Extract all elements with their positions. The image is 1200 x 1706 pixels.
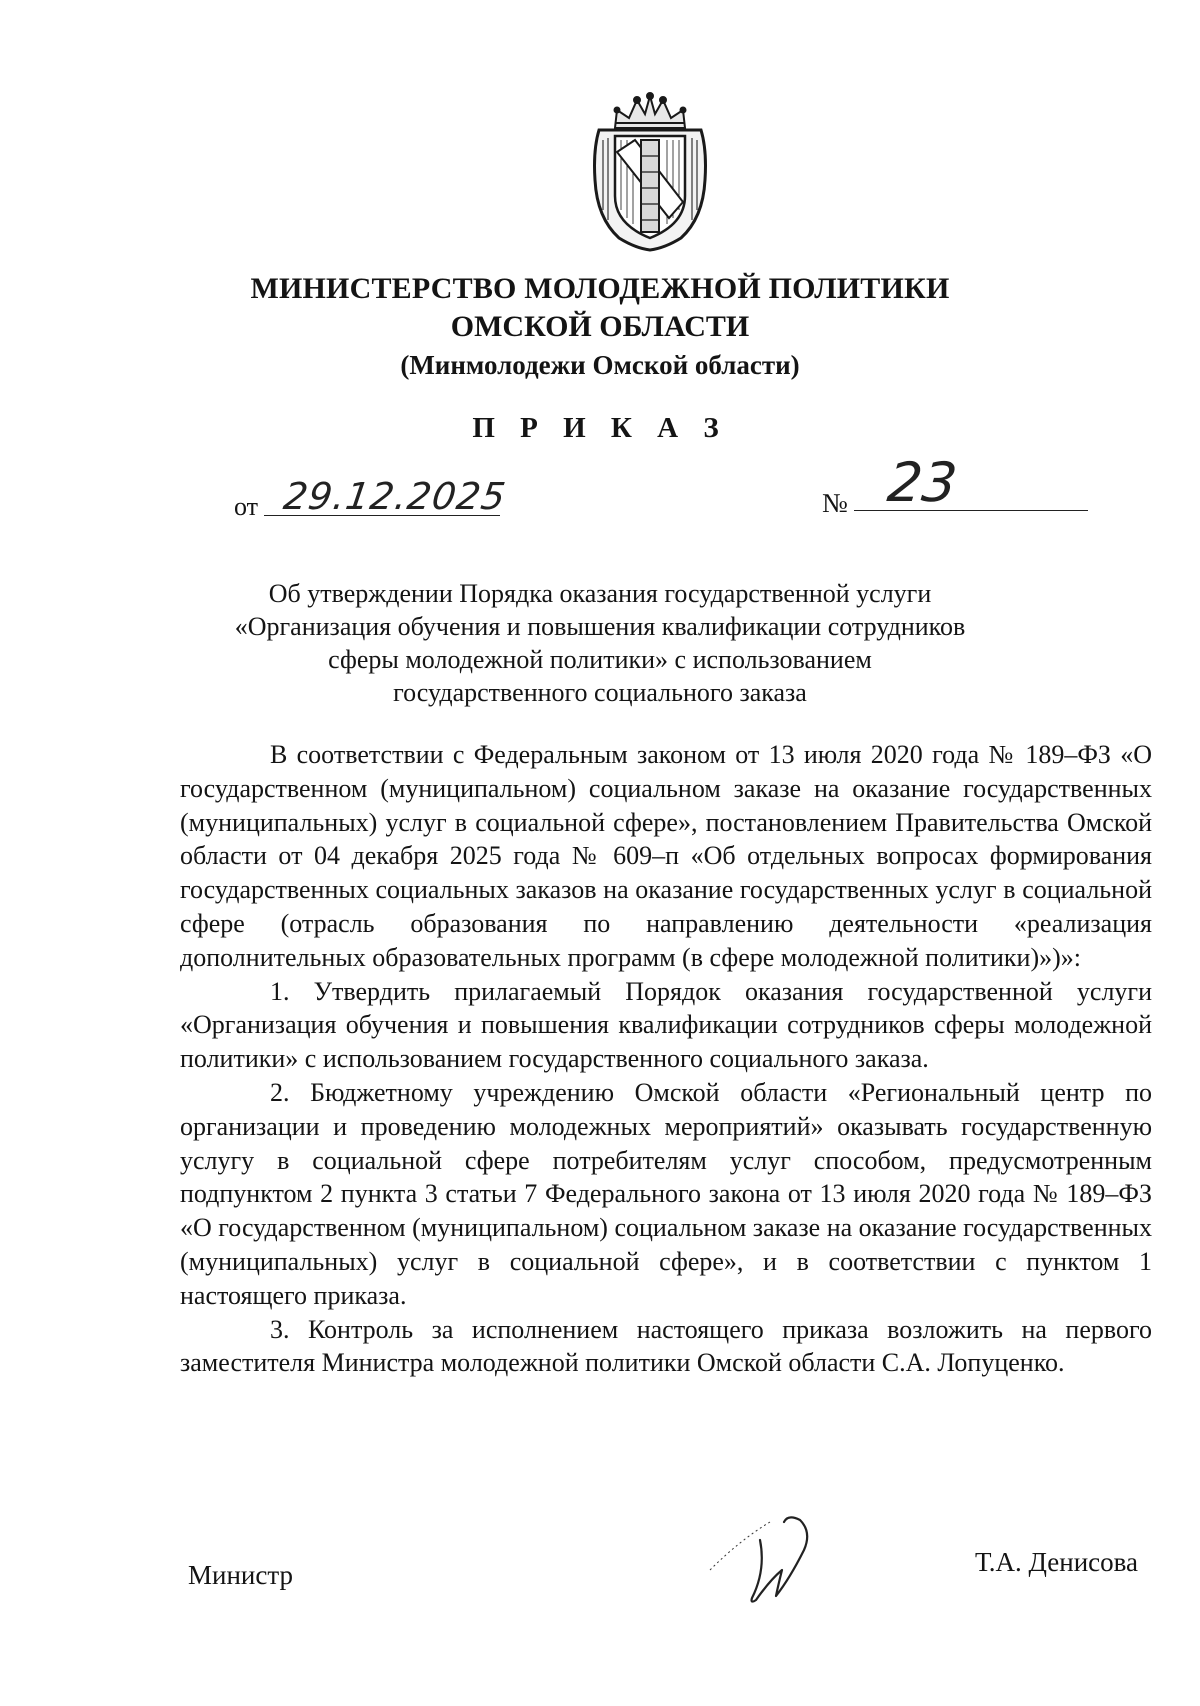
ministry-name-line2: ОМСКОЙ ОБЛАСТИ — [450, 310, 750, 343]
document-number: 23 — [884, 451, 961, 514]
title-line: «Организация обучения и повышения квалификации сотрудников — [234, 612, 966, 641]
document-type: П Р И К А З — [472, 412, 728, 444]
clause-1: 1. Утвердить прилагаемый Порядок оказания государственной услуги «Организация обучения и повышения квалификации сотрудников сферы молодежной политики» с использованием государственного социального заказа. — [180, 976, 1152, 1074]
ministry-short-name: (Минмолодежи Омской области) — [400, 350, 800, 380]
document-date: 29.12.2025 — [280, 475, 509, 518]
clause-3: 3. Контроль за исполнением настоящего приказа возложить на первого заместителя Министра молодежной политики Омской области С.А. Лопуценко. — [180, 1314, 1152, 1378]
clause-2: 2. Бюджетному учреждению Омской области «Региональный центр по организации и проведению молодежных мероприятий» оказывать государственную услугу в социальной сфере потребителям услуг способом, предусмотренным подпунктом 2 пункта 3 статьи 7 Федерального закона от 13 июля 2020 года № 189–ФЗ «О государственном (муниципальном) социальном заказе на оказание государственных (муниципальных) услуг в социальной сфере», и в соответствии с пунктом 1 настоящего приказа. — [180, 1077, 1152, 1310]
title-line: Об утверждении Порядка оказания государственной услуги — [268, 579, 932, 608]
date-label: от — [234, 492, 259, 521]
signatory-name: Т.А. Денисова — [975, 1547, 1139, 1577]
number-label: № — [822, 488, 848, 518]
signatory-role: Министр — [188, 1560, 293, 1590]
document-title — [0, 577, 1200, 709]
ministry-name-line1: МИНИСТЕРСТВО МОЛОДЕЖНОЙ ПОЛИТИКИ — [250, 272, 950, 305]
handwritten-signature — [700, 1500, 830, 1610]
title-line: сферы молодежной политики» с использованием — [328, 645, 872, 674]
document-body — [180, 738, 1152, 1380]
title-line: государственного социального заказа — [393, 678, 807, 707]
preamble-paragraph: В соответствии с Федеральным законом от 13 июля 2020 года № 189–ФЗ «О государственном (муниципальном) социальном заказе на оказание государственных (муниципальных) услуг в социальной сфере», постановлением Правительства Омской области от 04 декабря 2025 года № 609–п «Об отдельных вопросах формирования государственных социальных заказов на оказание государственных услуг в социальной сфере (отрасль образования по направлению деятельности «реализация дополнительных образовательных программ (в сфере молодежной политики)»)»: — [180, 740, 1152, 972]
coat-of-arms-icon — [585, 90, 715, 252]
